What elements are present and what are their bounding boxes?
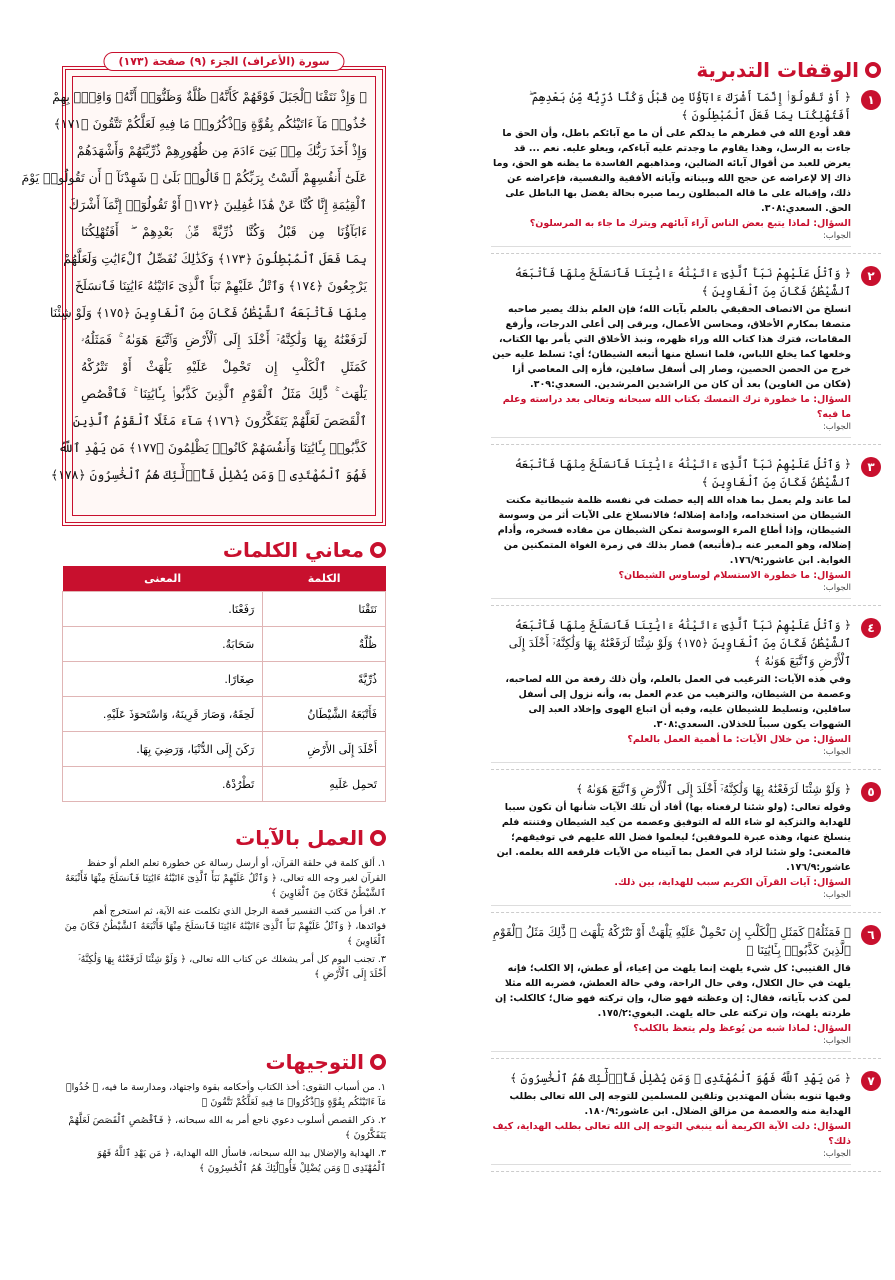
quran-line: ٱلْقِيَٰمَةِ إِنَّا كُنَّا عَنْ هَٰذَا غَٰفِلِينَ ﴿١٧٢﴾ أَوْ تَقُولُوٓا۟ إِنَّمَآ أَشْرَكَ — [68, 197, 367, 212]
question-text: السؤال: من خلال الآيات: ما أهمية العمل بالعلم؟ — [627, 734, 851, 745]
question-text: السؤال: آيات القرآن الكريم سبب للهداية، بين ذلك. — [614, 877, 851, 888]
vocab-meaning: صِغَارًا. — [63, 662, 263, 697]
vocab-row — [63, 627, 386, 662]
vocab-table — [62, 566, 386, 802]
explanation-text: لما عاند ولم يعمل بما هداه الله إليه حصلت في نفسه ظلمة شيطانية مكنت الشيطان من استخدامه، وإدامة إضلاله؛ فالانسلاخ على الآيات أثر من وسوسة الشيطان، وإذا أطاع المرء الوسوسة تمكن الشيطان من مقاده فسخره، وأدام إضلاله، وهو المعبر عنه بـ(فأتبعه) فصار بذلك في زمرة الغواة المتمكنين من الغواية. ابن عاشور:١٧٦/٩. — [497, 495, 851, 566]
verse-text: ﴿ وَلَوْ شِئْنَا لَرَفَعْنَٰهُ بِهَا وَلَٰكِنَّهُۥٓ أَخْلَدَ إِلَى ٱلْأَرْضِ وَٱتَّبَعَ هَوَىٰهُ ﴾ — [576, 782, 851, 796]
quran-line: خُذُوا۟ مَآ ءَاتَيْنَٰكُم بِقُوَّةٍ وَٱذْكُرُوا۟ مَا فِيهِ لَعَلَّكُمْ تَتَّقُونَ ﴿١٧١﴾ — [53, 116, 367, 131]
item-number-badge: ٣ — [861, 457, 881, 477]
vocab-row — [63, 662, 386, 697]
quran-page — [21, 55, 386, 526]
reflections-section — [491, 58, 881, 1182]
explanation-text: قال القتيبي: كل شيء يلهث إنما يلهث من إعياء، أو عطش، إلا الكلب؛ فإنه يلهث في حال الكلال، وفي حال الراحة، وفي حالة العطش، فضربه الله مثلا لمن كذب بآياته، فقال: إن وعظته فهو ضال، وإن تركته فهو ضال؛ كالكلب: إن طردته يلهث، وإن تركته على حاله يلهث. البغوي:١٧٥/٢. — [494, 963, 851, 1019]
direction-section — [62, 1050, 386, 1179]
question-text: السؤال: ما خطورة ترك التمسك بكتاب الله سبحانه وتعالى بعد دراسته وعلم ما فيه؟ — [502, 394, 851, 420]
reflections-list — [491, 88, 881, 1172]
direction-item: ٢. ذكر القصص أسلوب دعوي ناجع أمر به الله سبحانه، ﴿ فَٱقْصُصِ ٱلْقَصَصَ لَعَلَّهُمْ يَتَفَكَّرُونَ ﴾ — [68, 1115, 386, 1141]
quran-page-title: سورة (الأعراف) الجزء (٩) صفحة (١٧٣) — [103, 52, 344, 71]
question-text: السؤال: لماذا شبه من يُوعظ ولم يتعظ بالكلب؟ — [633, 1023, 851, 1034]
reflection-item — [491, 455, 881, 606]
vocab-word: نَتَقْنَا — [263, 592, 386, 627]
quran-line: فَهُوَ ٱلْمُهْتَدِى ۖ وَمَن يُضْلِلْ فَأُو۟لَٰٓئِكَ هُمُ ٱلْخَٰسِرُونَ ﴿١٧٨﴾ — [50, 467, 367, 482]
verse-text: ﴿ وَٱتْلُ عَلَيْهِمْ نَبَأَ ٱلَّذِىٓ ءَاتَيْنَٰهُ ءَايَٰتِنَا فَٱنسَلَخَ مِنْهَا فَأَتْبَعَهُ ٱلشَّيْطَٰنُ فَكَانَ مِنَ ٱلْغَاوِينَ ﴾ — [514, 266, 851, 298]
verse-text: ﴿ فَمَثَلُهُۥ كَمَثَلِ ٱلْكَلْبِ إِن تَحْمِلْ عَلَيْهِ يَلْهَثْ أَوْ تَتْرُكْهُ يَلْهَث ۚ ذَّٰلِكَ مَثَلُ ٱلْقَوْمِ ٱلَّذِينَ كَذَّبُوا۟ بِـَٔايَٰتِنَا ﴾ — [492, 925, 851, 957]
verse-text: ﴿ وَٱتْلُ عَلَيْهِمْ نَبَأَ ٱلَّذِىٓ ءَاتَيْنَٰهُ ءَايَٰتِنَا فَٱنسَلَخَ مِنْهَا فَأَتْبَعَهُ ٱلشَّيْطَٰنُ فَكَانَ مِنَ ٱلْغَاوِينَ ﴿١٧٥﴾ وَلَوْ شِئْنَا لَرَفَعْنَٰهُ بِهَا وَلَٰكِنَّهُۥٓ أَخْلَدَ إِلَى ٱلْأَرْضِ وَٱتَّبَعَ هَوَىٰهُ ﴾ — [508, 618, 851, 668]
quran-line: ۞ وَإِذْ نَتَقْنَا ٱلْجَبَلَ فَوْقَهُمْ كَأَنَّهُۥ ظُلَّةٌ وَظَنُّوٓا۟ أَنَّهُۥ وَاقِعٌۢ بِهِمْ — [52, 89, 367, 104]
quran-line: ءَابَآؤُنَا مِن قَبْلُ وَكُنَّا ذُرِّيَّةً مِّنۢ بَعْدِهِمْ ۖ أَفَتُهْلِكُنَا — [81, 224, 367, 239]
quran-line: ٱلْقَصَصَ لَعَلَّهُمْ يَتَفَكَّرُونَ ﴿١٧٦﴾ سَآءَ مَثَلًا ٱلْقَوْمُ ٱلَّذِينَ — [72, 413, 367, 428]
quran-line: كَمَثَلِ ٱلْكَلْبِ إِن تَحْمِلْ عَلَيْهِ يَلْهَثْ أَوْ تَتْرُكْهُ — [81, 359, 367, 374]
answer-field[interactable]: الجواب: — [491, 583, 851, 599]
vocab-meaning: رَفَعْنَا. — [63, 592, 263, 627]
vocab-col-word: الكلمة — [263, 566, 386, 592]
reflection-item — [491, 923, 881, 1059]
quran-text — [21, 76, 376, 516]
answer-field[interactable]: الجواب: — [491, 747, 851, 763]
direction-item: ١. من أسباب التقوى: أخذ الكتاب وأحكامه بقوة واجتهاد، ومدارسة ما فيه، ﴿ خُذُوا۟ مَآ ءَاتَيْنَٰكُم بِقُوَّةٍ وَٱذْكُرُوا۟ مَا فِيهِ لَعَلَّكُمْ تَتَّقُونَ ﴾ — [65, 1082, 386, 1108]
reflections-header — [491, 58, 881, 82]
explanation-text: وفيها تنويه بشأن المهتدين وتلقين للمسلمين للتوجه إلى الله تعالى بطلب الهداية منه والعصمة من مزالق الضلال. ابن عاشور:١٨٠/٩. — [509, 1091, 851, 1117]
direction-item: ٣. الهداية والإضلال بيد الله سبحانه، فاسأل الله الهداية، ﴿ مَن يَهْدِ ٱللَّهُ فَهُوَ ٱلْمُهْتَدِى ۖ وَمَن يُضْلِلْ فَأُو۟لَٰٓئِكَ هُمُ ٱلْخَٰسِرُونَ ﴾ — [97, 1148, 386, 1174]
action-item: ٣. تجنب اليوم كل أمر يشغلك عن كتاب الله تعالى، ﴿ وَلَوْ شِئْنَا لَرَفَعْنَٰهُ بِهَا وَلَٰكِنَّهُۥٓ أَخْلَدَ إِلَى ٱلْأَرْضِ ﴾ — [78, 954, 386, 980]
question-text: السؤال: ما خطورة الاستسلام لوساوس الشيطان؟ — [618, 570, 851, 581]
rosette-icon — [865, 62, 881, 78]
quran-line: بِمَا فَعَلَ ٱلْمُبْطِلُونَ ﴿١٧٣﴾ وَكَذَٰلِكَ نُفَصِّلُ ٱلْءَايَٰتِ وَلَعَلَّهُمْ — [63, 251, 367, 266]
quran-line: كَذَّبُوا۟ بِـَٔايَٰتِنَا وَأَنفُسَهُمْ كَانُوا۟ يَظْلِمُونَ ﴿١٧٧﴾ مَن يَهْدِ ٱللَّهُ — [58, 440, 367, 455]
item-number-badge: ٥ — [861, 782, 881, 802]
explanation-text: انسلخ من الاتصاف الحقيقي بالعلم بآيات الله؛ فإن العلم بذلك يصير صاحبه متصفا بمكارم الأخلاق، ومحاسن الأعمال، ويرقى إلى أعلى الدرجات، وأرفع المقامات، فترك هذا كتاب الله وراء ظهره، ونبذ الأخلاق التي يأمر بها الكتاب، وخلعها كما يخلع اللباس، فلما انسلخ منها أتبعه الشيطان؛ أي: تسلط عليه حين خرج من الحصن الحصين، وصار إلى أسفل سافلين، فأزه إلى المعاصي أزا (فكان من الغاوين) بعد أن كان من الراشدين المرشدين. السعدي:٣٠٩. — [492, 304, 851, 390]
item-number-badge: ٢ — [861, 266, 881, 286]
vocab-col-meaning: المعنى — [63, 566, 263, 592]
rosette-icon — [370, 1054, 386, 1070]
question-text: السؤال: لماذا يتبع بعض الناس آراء آبائهم ويترك ما جاء به المرسلون؟ — [529, 218, 851, 229]
item-number-badge: ٤ — [861, 618, 881, 638]
vocab-meaning: سَحَابَةٌ. — [63, 627, 263, 662]
reflections-title: الوقفات التدبرية — [696, 58, 859, 82]
quran-line: لَرَفَعْنَٰهُ بِهَا وَلَٰكِنَّهُۥٓ أَخْلَدَ إِلَى ٱلْأَرْضِ وَٱتَّبَعَ هَوَىٰهُ ۚ فَمَثَلُهُۥ — [81, 332, 367, 347]
vocab-meaning: تَطْرُدْهُ. — [63, 767, 263, 802]
explanation-text: وقوله تعالى: (ولو شئنا لرفعناه بها) أفاد أن تلك الآيات شأنها أن تكون سببا للهداية والتزكية لو شاء الله له التوفيق وعصمه من كيد الشيطان وفتنته فلم ينسلخ عنها، وهذه عبرة للموفقين؛ ليعلموا فضل الله عليهم في توفيقهم؛ فالمعنى: ولو شئنا لزاد في العمل بما آتيناه من الآيات فلرفعه الله بعلمه. ابن عاشور:١٧٦/٩. — [496, 802, 851, 873]
vocab-row — [63, 592, 386, 627]
explanation-text: فقد أودع الله في فطرهم ما يدلكم على أن ما مع آبائكم باطل، وأن الحق ما جاءت به الرسل، وهذا يقاوم ما وجدتم عليه آباءكم، ويعلو عليه. نعم ... قد يعرض للعبد من أقوال آبائه الضالين، ومذاهبهم الفاسدة ما يظنه هو الحق، وما ذاك إلا لإعراضه عن حجج الله وبيناته وآياته الأفقية والنفسية، فإعراضه عن ذلك، وإقباله على ما قاله المبطلون ربما صيره بحالة يفضل بها الباطل على الحق. السعدي:٣٠٨. — [493, 128, 851, 214]
reflection-item — [491, 616, 881, 770]
vocab-row — [63, 767, 386, 802]
vocab-meaning: لَحِقَهُ، وَصَارَ قَرِينَهُ، وَاسْتَحوَذَ عَلَيْهِ. — [63, 697, 263, 732]
action-item: ١. ألق كلمة في حلقة القرآن، أو أرسل رسالة عن خطورة تعلم العلم أو حفظ القرآن لغير وجه الله تعالى، ﴿ وَٱتْلُ عَلَيْهِمْ نَبَأَ ٱلَّذِىٓ ءَاتَيْنَٰهُ ءَايَٰتِنَا فَٱنسَلَخَ مِنْهَا فَأَتْبَعَهُ ٱلشَّيْطَٰنُ فَكَانَ مِنَ ٱلْغَاوِينَ ﴾ — [65, 858, 386, 899]
verse-text: ﴿ أَوْ تَقُولُوٓا۟ إِنَّمَآ أَشْرَكَ ءَابَآؤُنَا مِن قَبْلُ وَكُنَّا ذُرِّيَّةً مِّنۢ بَعْدِهِمْ ۖ أَفَتُهْلِكُنَا بِمَا فَعَلَ ٱلْمُبْطِلُونَ ﴾ — [529, 90, 851, 122]
vocab-word: ظُلَّةٌ — [263, 627, 386, 662]
answer-field[interactable]: الجواب: — [491, 231, 851, 247]
item-number-badge: ١ — [861, 90, 881, 110]
rosette-icon — [370, 830, 386, 846]
action-title: العمل بالآيات — [235, 826, 364, 850]
item-number-badge: ٧ — [861, 1071, 881, 1091]
explanation-text: وفي هذه الآيات: الترغيب في العمل بالعلم، وأن ذلك رفعة من الله لصاحبه، وعصمة من الشيطان، والترهيب من عدم العمل به، وأنه نزول إلى أسفل سافلين، وتسليط للشيطان عليه، وفيه أن اتباع الهوى وإخلاد العبد إلى الشهوات يكون سبباً للخذلان. السعدي:٣٠٨. — [505, 674, 851, 730]
item-number-badge: ٦ — [861, 925, 881, 945]
vocab-header — [62, 538, 386, 562]
rosette-icon — [370, 542, 386, 558]
quran-line: عَلَىٰٓ أَنفُسِهِمْ أَلَسْتُ بِرَبِّكُمْ ۖ قَالُوا۟ بَلَىٰ ۛ شَهِدْنَآ ۛ أَن تَقُولُوا۟ يَوْمَ — [21, 170, 367, 185]
verse-text: ﴿ وَٱتْلُ عَلَيْهِمْ نَبَأَ ٱلَّذِىٓ ءَاتَيْنَٰهُ ءَايَٰتِنَا فَٱنسَلَخَ مِنْهَا فَأَتْبَعَهُ ٱلشَّيْطَٰنُ فَكَانَ مِنَ ٱلْغَاوِينَ ﴾ — [514, 457, 851, 489]
direction-title: التوجيهات — [265, 1050, 364, 1074]
action-header — [62, 826, 386, 850]
quran-line: مِنْهَا فَأَتْبَعَهُ ٱلشَّيْطَٰنُ فَكَانَ مِنَ ٱلْغَاوِينَ ﴿١٧٥﴾ وَلَوْ شِئْنَا — [49, 305, 367, 320]
quran-line: وَإِذْ أَخَذَ رَبُّكَ مِنۢ بَنِىٓ ءَادَمَ مِن ظُهُورِهِمْ ذُرِّيَّتَهُمْ وَأَشْهَدَهُمْ — [76, 143, 367, 158]
vocab-word: فَأَتْبَعَهُ الشَّيْطَانُ — [263, 697, 386, 732]
vocab-word: أَخْلَدَ إِلَى الأَرْضِ — [263, 732, 386, 767]
answer-field[interactable]: الجواب: — [491, 1149, 851, 1165]
reflection-item — [491, 1069, 881, 1172]
vocab-title: معاني الكلمات — [222, 538, 364, 562]
reflection-item — [491, 88, 881, 254]
answer-field[interactable]: الجواب: — [491, 890, 851, 906]
vocab-word: تَحمِل عَلَيهِ — [263, 767, 386, 802]
question-text: السؤال: دلت الآية الكريمة أنه ينبغي التوجه إلى الله تعالى بطلب الهداية، كيف ذلك؟ — [492, 1121, 851, 1147]
answer-field[interactable]: الجواب: — [491, 1036, 851, 1052]
direction-header — [62, 1050, 386, 1074]
answer-field[interactable]: الجواب: — [491, 422, 851, 438]
vocab-row — [63, 697, 386, 732]
action-section — [62, 826, 386, 985]
vocab-meaning: رَكَنَ إِلَى الدُّنْيَا، وَرَضِيَ بِهَا. — [63, 732, 263, 767]
quran-line: يَلْهَث ۚ ذَّٰلِكَ مَثَلُ ٱلْقَوْمِ ٱلَّذِينَ كَذَّبُوا۟ بِـَٔايَٰتِنَا ۚ فَٱقْصُصِ — [81, 386, 367, 401]
vocab-word: ذُرِّيَّةً — [263, 662, 386, 697]
action-item: ٢. اقرأ من كتب التفسير قصة الرجل الذي تكلمت عنه الآية، ثم استخرج أهم فوائدها، ﴿ وَٱتْلُ عَلَيْهِمْ نَبَأَ ٱلَّذِىٓ ءَاتَيْنَٰهُ ءَايَٰتِنَا فَٱنسَلَخَ مِنْهَا فَأَتْبَعَهُ ٱلشَّيْطَٰنُ فَكَانَ مِنَ ٱلْغَاوِينَ ﴾ — [64, 906, 386, 947]
quran-line: يَرْجِعُونَ ﴿١٧٤﴾ وَٱتْلُ عَلَيْهِمْ نَبَأَ ٱلَّذِىٓ ءَاتَيْنَٰهُ ءَايَٰتِنَا فَٱنسَلَخَ — [74, 278, 367, 293]
verse-text: ﴿ مَن يَهْدِ ٱللَّهُ فَهُوَ ٱلْمُهْتَدِى ۖ وَمَن يُضْلِلْ فَأُو۟لَٰٓئِكَ هُمُ ٱلْخَٰسِرُونَ ﴾ — [510, 1071, 851, 1085]
reflection-item — [491, 780, 881, 913]
reflection-item — [491, 264, 881, 445]
vocab-row — [63, 732, 386, 767]
